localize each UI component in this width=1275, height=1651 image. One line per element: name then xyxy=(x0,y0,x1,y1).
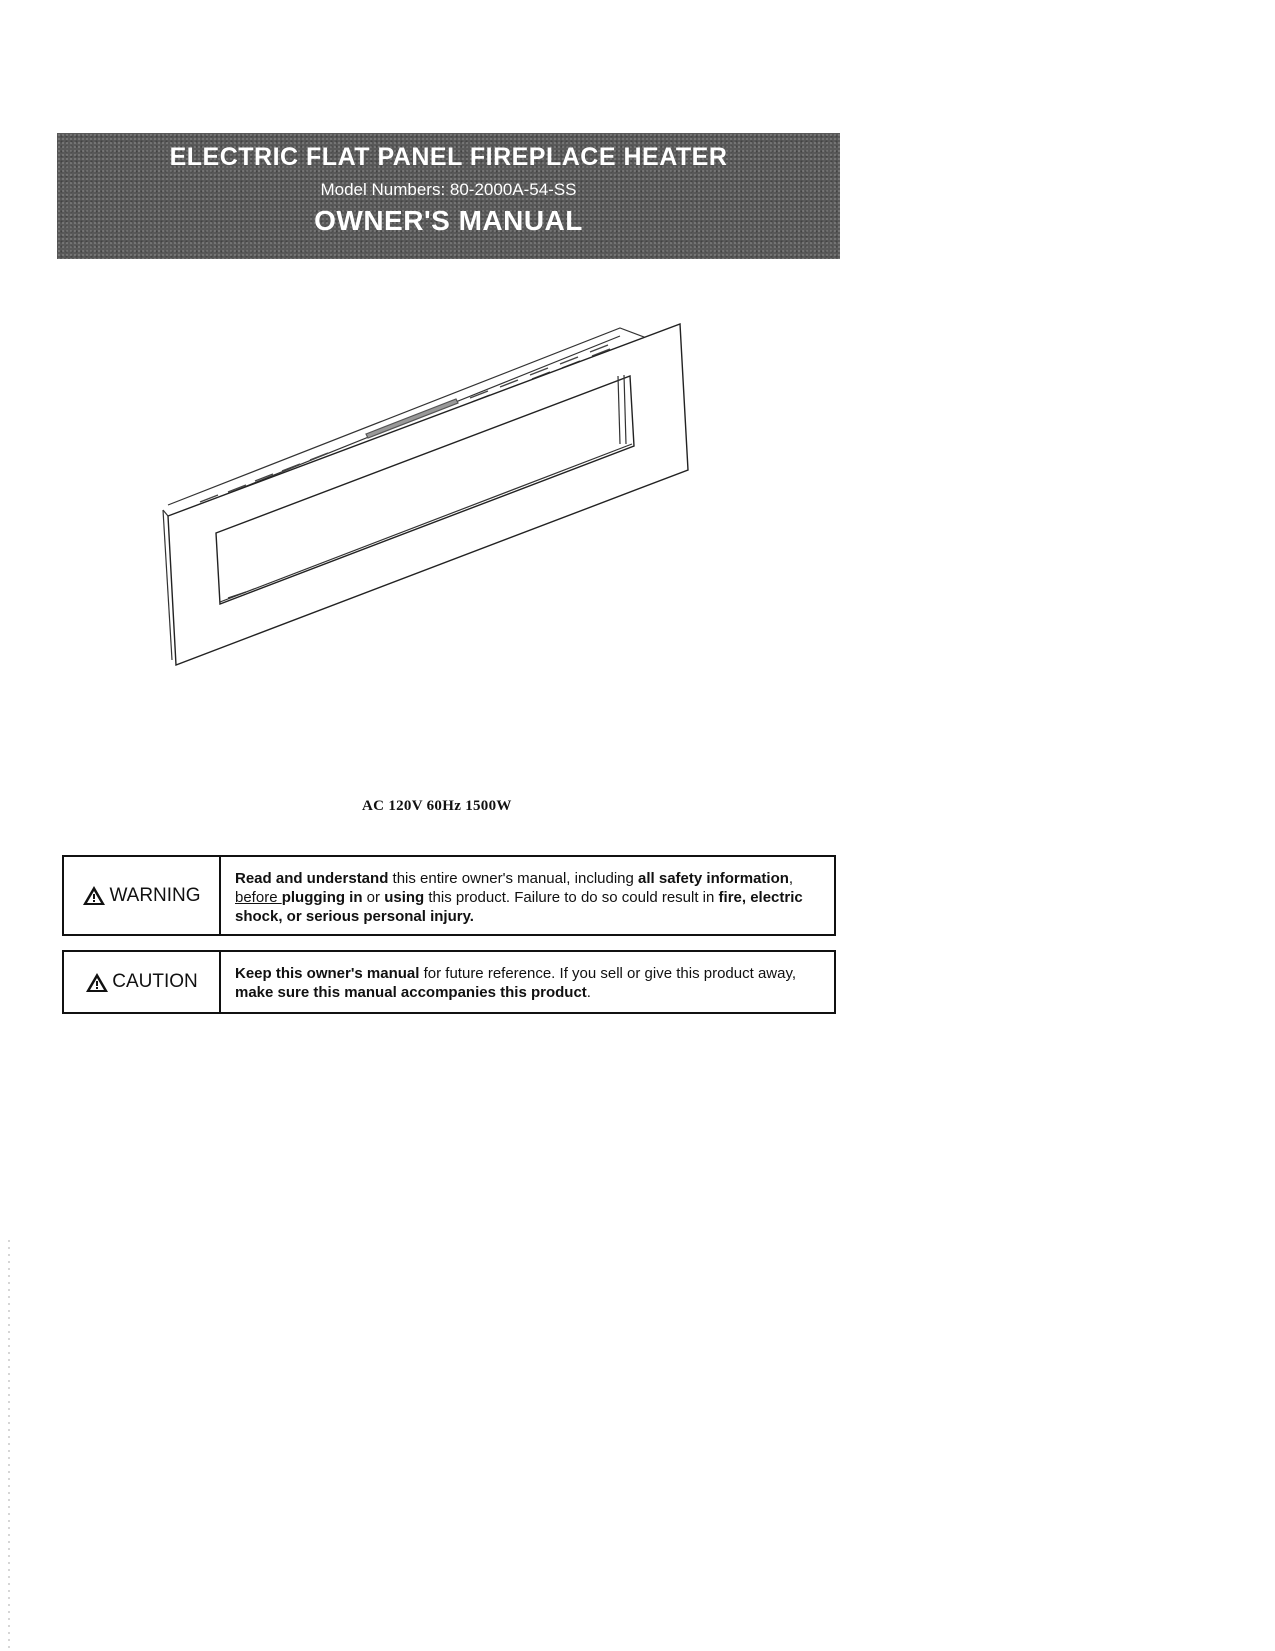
warning-triangle-icon xyxy=(85,972,109,993)
warning-label-cell xyxy=(64,857,221,934)
warning-text-7: or xyxy=(362,889,385,906)
caution-label-cell xyxy=(64,952,221,1012)
caution-notice xyxy=(62,950,836,1014)
power-rating: AC 120V 60Hz 1500W xyxy=(362,798,512,814)
warning-text xyxy=(221,857,834,934)
title-banner xyxy=(57,133,840,259)
manual-title: OWNER'S MANUAL xyxy=(314,205,583,236)
fireplace-heater-icon xyxy=(160,320,720,700)
warning-text-2: this entire owner's manual, including xyxy=(388,870,639,887)
warning-label: WARNING xyxy=(109,884,201,906)
warning-text-bold-1: Read and understand xyxy=(235,870,389,887)
caution-text-4: . xyxy=(586,984,591,1001)
warning-text-4: , xyxy=(788,870,794,887)
scan-edge-noise xyxy=(8,1240,10,1650)
caution-text-bold-3: make sure this manual accompanies this product xyxy=(235,984,587,1001)
warning-triangle-icon xyxy=(82,885,106,906)
warning-text-underline-5: before xyxy=(235,889,282,906)
caution-text-2: for future reference. If you sell or give this product away, xyxy=(419,965,797,982)
caution-text-bold-1: Keep this owner's manual xyxy=(235,965,420,982)
caution-label: CAUTION xyxy=(112,971,198,992)
warning-text-bold-3: all safety information xyxy=(638,870,789,887)
warning-text-9: this product. Failure to do so could result in xyxy=(424,889,719,906)
warning-text-bold-6: plugging in xyxy=(281,889,363,906)
caution-text xyxy=(221,952,834,1012)
warning-notice xyxy=(62,855,836,936)
model-numbers: Model Numbers: 80-2000A-54-SS xyxy=(320,180,577,199)
warning-text-bold-8: using xyxy=(384,889,425,906)
product-title: ELECTRIC FLAT PANEL FIREPLACE HEATER xyxy=(169,143,728,171)
warning-text-bold-10: fire, electric shock, or serious personal injury. xyxy=(235,889,803,925)
